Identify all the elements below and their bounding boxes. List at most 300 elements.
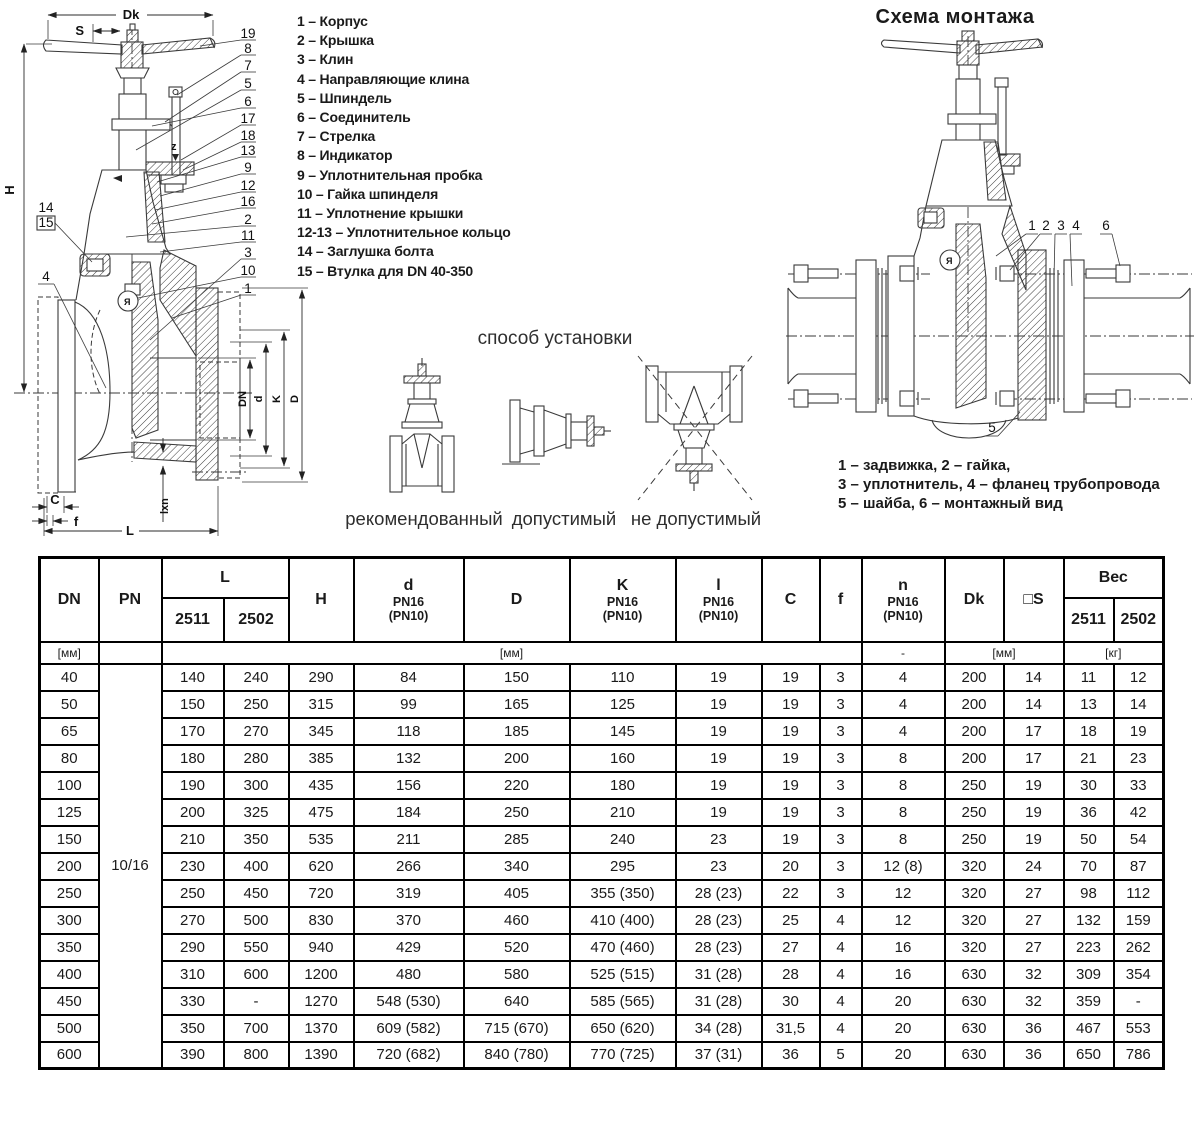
part-item: 2 – Крышка bbox=[297, 32, 374, 49]
table-row bbox=[40, 691, 1164, 718]
units-weight: [кг] bbox=[1064, 642, 1164, 664]
table-cell: 359 bbox=[1064, 988, 1114, 1015]
table-cell: 12 bbox=[1114, 664, 1164, 691]
table-cell: 180 bbox=[162, 745, 224, 772]
col-header-c: C bbox=[762, 558, 820, 642]
table-cell: 786 bbox=[1114, 1042, 1164, 1069]
table-cell: 3 bbox=[820, 772, 862, 799]
table-cell: 36 bbox=[1064, 799, 1114, 826]
table-row bbox=[40, 961, 1164, 988]
table-cell: 580 bbox=[464, 961, 570, 988]
table-cell: 19 bbox=[762, 718, 820, 745]
table-cell: 36 bbox=[1004, 1042, 1064, 1069]
montage-drawing bbox=[780, 28, 1200, 450]
table-cell: 210 bbox=[162, 826, 224, 853]
table-row bbox=[40, 826, 1164, 853]
table-cell: 355 (350) bbox=[570, 880, 676, 907]
units-dn: [мм] bbox=[40, 642, 99, 664]
table-cell: 20 bbox=[862, 1042, 945, 1069]
table-cell: 34 (28) bbox=[676, 1015, 762, 1042]
table-cell: 200 bbox=[945, 745, 1004, 772]
col-header-l-2511: 2511 bbox=[162, 598, 224, 642]
table-cell: 19 bbox=[1004, 799, 1064, 826]
col-header-d-pn16: PN16 bbox=[392, 594, 425, 609]
table-cell: 940 bbox=[289, 934, 354, 961]
valve-body bbox=[38, 250, 248, 493]
part-item: 5 – Шпиндель bbox=[297, 89, 392, 106]
table-cell: 295 bbox=[570, 853, 676, 880]
table-cell: 125 bbox=[40, 799, 99, 826]
table-cell: 98 bbox=[1064, 880, 1114, 907]
table-cell: 14 bbox=[1004, 691, 1064, 718]
table-cell: 609 (582) bbox=[354, 1015, 464, 1042]
handwheel bbox=[44, 24, 215, 78]
table-cell: 14 bbox=[1004, 664, 1064, 691]
callout-number-14: 14 bbox=[38, 200, 54, 215]
dim-k-label: K bbox=[271, 395, 283, 403]
table-cell: 385 bbox=[289, 745, 354, 772]
table-cell: 535 bbox=[289, 826, 354, 853]
table-cell: 250 bbox=[162, 880, 224, 907]
callout-number: 3 bbox=[244, 245, 252, 260]
table-cell: 14 bbox=[1114, 691, 1164, 718]
table-cell: 460 bbox=[464, 907, 570, 934]
part-item: 12-13 – Уплотнительное кольцо bbox=[297, 224, 511, 241]
col-header-dk: Dk bbox=[945, 558, 1004, 642]
table-cell: 8 bbox=[862, 745, 945, 772]
montage-logo-glyph: Я bbox=[946, 256, 953, 266]
table-cell: 548 (530) bbox=[354, 988, 464, 1015]
dim-dn-label: DN bbox=[237, 391, 249, 407]
table-cell: 16 bbox=[862, 961, 945, 988]
pn-merged-cell: 10/16 bbox=[99, 664, 162, 1069]
table-cell: 475 bbox=[289, 799, 354, 826]
table-cell: 500 bbox=[40, 1015, 99, 1042]
table-cell: 320 bbox=[945, 907, 1004, 934]
table-cell: 40 bbox=[40, 664, 99, 691]
installation-label-not-allowed: не допустимый bbox=[630, 508, 762, 529]
installation-methods bbox=[340, 326, 770, 538]
table-cell: 190 bbox=[162, 772, 224, 799]
table-cell: 210 bbox=[570, 799, 676, 826]
table-cell: 28 bbox=[762, 961, 820, 988]
table-cell: 250 bbox=[945, 826, 1004, 853]
table-row bbox=[40, 988, 1164, 1015]
table-cell: 8 bbox=[862, 799, 945, 826]
table-cell: 84 bbox=[354, 664, 464, 691]
part-item: 6 – Соединитель bbox=[297, 109, 411, 126]
col-header-s: □S bbox=[1004, 558, 1064, 642]
table-cell: 23 bbox=[1114, 745, 1164, 772]
table-cell: 585 (565) bbox=[570, 988, 676, 1015]
table-cell: 17 bbox=[1004, 745, 1064, 772]
table-cell: 200 bbox=[945, 691, 1004, 718]
table-cell: 220 bbox=[464, 772, 570, 799]
dimension-table bbox=[38, 556, 1165, 1070]
table-cell: 223 bbox=[1064, 934, 1114, 961]
col-header-weight: Вес bbox=[1064, 558, 1164, 598]
installation-title: способ установки bbox=[477, 328, 633, 349]
montage-title: Схема монтажа bbox=[875, 6, 1035, 28]
table-cell: 280 bbox=[224, 745, 289, 772]
table-cell: 3 bbox=[820, 880, 862, 907]
table-cell: 31 (28) bbox=[676, 988, 762, 1015]
table-cell: 309 bbox=[1064, 961, 1114, 988]
table-cell: 262 bbox=[1114, 934, 1164, 961]
col-header-smalll bbox=[676, 558, 762, 642]
table-cell: 250 bbox=[945, 772, 1004, 799]
table-cell: 160 bbox=[570, 745, 676, 772]
table-cell: 1370 bbox=[289, 1015, 354, 1042]
table-cell: 200 bbox=[945, 664, 1004, 691]
montage-valve bbox=[882, 31, 1047, 438]
table-cell: 800 bbox=[224, 1042, 289, 1069]
dim-c-label: C bbox=[50, 492, 60, 507]
table-row bbox=[40, 1015, 1164, 1042]
montage-callout-3: 3 bbox=[1057, 218, 1065, 233]
table-row bbox=[40, 799, 1164, 826]
col-header-pn: PN bbox=[99, 558, 162, 642]
table-cell: 200 bbox=[464, 745, 570, 772]
table-cell: 3 bbox=[820, 826, 862, 853]
table-row bbox=[40, 853, 1164, 880]
table-cell: 600 bbox=[40, 1042, 99, 1069]
table-cell: 330 bbox=[162, 988, 224, 1015]
callout-number: 6 bbox=[244, 94, 252, 109]
valve-horizontal-icon bbox=[502, 400, 611, 464]
table-cell: 1390 bbox=[289, 1042, 354, 1069]
table-cell: 28 (23) bbox=[676, 907, 762, 934]
table-cell: 400 bbox=[224, 853, 289, 880]
table-cell: 11 bbox=[1064, 664, 1114, 691]
part-item: 8 – Индикатор bbox=[297, 147, 393, 164]
table-cell: 230 bbox=[162, 853, 224, 880]
table-cell: 354 bbox=[1114, 961, 1164, 988]
col-header-w-2502: 2502 bbox=[1114, 598, 1164, 642]
table-cell: 19 bbox=[676, 745, 762, 772]
table-cell: 266 bbox=[354, 853, 464, 880]
table-cell: 13 bbox=[1064, 691, 1114, 718]
table-cell: 165 bbox=[464, 691, 570, 718]
col-header-h: H bbox=[289, 558, 354, 642]
table-cell: 620 bbox=[289, 853, 354, 880]
table-cell: 32 bbox=[1004, 988, 1064, 1015]
table-cell: 3 bbox=[820, 718, 862, 745]
table-cell: 180 bbox=[570, 772, 676, 799]
col-header-d bbox=[354, 558, 464, 642]
table-cell: 840 (780) bbox=[464, 1042, 570, 1069]
table-cell: 19 bbox=[676, 718, 762, 745]
table-cell: 405 bbox=[464, 880, 570, 907]
table-row bbox=[40, 934, 1164, 961]
table-cell: 470 (460) bbox=[570, 934, 676, 961]
table-cell: 200 bbox=[40, 853, 99, 880]
col-header-d-pn10: (PN10) bbox=[388, 608, 429, 623]
table-cell: 320 bbox=[945, 934, 1004, 961]
table-cell: 25 bbox=[762, 907, 820, 934]
table-cell: 42 bbox=[1114, 799, 1164, 826]
table-cell: 12 bbox=[862, 907, 945, 934]
callout-number: 5 bbox=[244, 76, 252, 91]
table-cell: 20 bbox=[862, 988, 945, 1015]
logo-glyph: Я bbox=[124, 297, 131, 307]
table-cell: 50 bbox=[1064, 826, 1114, 853]
table-cell: 720 bbox=[289, 880, 354, 907]
table-cell: 112 bbox=[1114, 880, 1164, 907]
callout-number: 19 bbox=[240, 26, 256, 41]
table-cell: 270 bbox=[162, 907, 224, 934]
table-cell: 24 bbox=[1004, 853, 1064, 880]
callout-number-15: 15 bbox=[38, 215, 54, 230]
table-cell: 80 bbox=[40, 745, 99, 772]
table-cell: 19 bbox=[762, 691, 820, 718]
table-cell: 33 bbox=[1114, 772, 1164, 799]
table-row bbox=[40, 1042, 1164, 1069]
table-cell: 184 bbox=[354, 799, 464, 826]
parts-list bbox=[297, 12, 587, 281]
dim-bigd-label: D bbox=[289, 395, 301, 403]
table-cell: 31 (28) bbox=[676, 961, 762, 988]
dim-f-label: f bbox=[73, 514, 79, 529]
table-cell: 1200 bbox=[289, 961, 354, 988]
table-cell: 300 bbox=[40, 907, 99, 934]
montage-callout-2: 2 bbox=[1042, 218, 1050, 233]
col-header-d-main: d bbox=[403, 576, 414, 594]
table-cell: 3 bbox=[820, 799, 862, 826]
callout-number: 7 bbox=[244, 58, 252, 73]
table-cell: 170 bbox=[162, 718, 224, 745]
table-cell: 19 bbox=[676, 799, 762, 826]
table-cell: 19 bbox=[676, 664, 762, 691]
table-cell: 240 bbox=[570, 826, 676, 853]
dimension-table-wrap bbox=[38, 556, 1162, 1070]
table-cell: 110 bbox=[570, 664, 676, 691]
dim-h-label: H bbox=[2, 185, 17, 195]
table-cell: 320 bbox=[945, 880, 1004, 907]
table-cell: 550 bbox=[224, 934, 289, 961]
col-header-bigd: D bbox=[464, 558, 570, 642]
table-cell: 630 bbox=[945, 961, 1004, 988]
table-cell: 270 bbox=[224, 718, 289, 745]
table-cell: 1270 bbox=[289, 988, 354, 1015]
montage-centerlines bbox=[786, 36, 1194, 399]
dim-d-label: d bbox=[253, 395, 265, 403]
table-cell: 8 bbox=[862, 826, 945, 853]
table-cell: 315 bbox=[289, 691, 354, 718]
table-cell: 4 bbox=[820, 907, 862, 934]
table-cell: 467 bbox=[1064, 1015, 1114, 1042]
table-cell: 410 (400) bbox=[570, 907, 676, 934]
montage-callout-6: 6 bbox=[1102, 218, 1110, 233]
table-cell: 140 bbox=[162, 664, 224, 691]
table-cell: 19 bbox=[762, 799, 820, 826]
table-cell: 23 bbox=[676, 826, 762, 853]
table-cell: 4 bbox=[820, 988, 862, 1015]
table-cell: 400 bbox=[40, 961, 99, 988]
table-cell: 520 bbox=[464, 934, 570, 961]
table-cell: 5 bbox=[820, 1042, 862, 1069]
callout-number: 2 bbox=[244, 212, 252, 227]
table-cell: 3 bbox=[820, 664, 862, 691]
callout-number: 18 bbox=[240, 128, 256, 143]
table-cell: 3 bbox=[820, 745, 862, 772]
table-cell: 70 bbox=[1064, 853, 1114, 880]
table-cell: 290 bbox=[162, 934, 224, 961]
table-cell: 30 bbox=[1064, 772, 1114, 799]
units-mm-span: [мм] bbox=[162, 642, 862, 664]
table-cell: 720 (682) bbox=[354, 1042, 464, 1069]
table-cell: 99 bbox=[354, 691, 464, 718]
table-cell: 350 bbox=[40, 934, 99, 961]
table-cell: 27 bbox=[1004, 934, 1064, 961]
table-row bbox=[40, 907, 1164, 934]
table-cell: 37 (31) bbox=[676, 1042, 762, 1069]
part-item: 11 – Уплотнение крышки bbox=[297, 205, 464, 222]
col-header-l-main: l bbox=[716, 576, 721, 594]
table-cell: 350 bbox=[224, 826, 289, 853]
callout-number: 12 bbox=[240, 178, 256, 193]
part-item: 15 – Втулка для DN 40-350 bbox=[297, 262, 473, 279]
table-cell: 4 bbox=[820, 961, 862, 988]
table-cell: 4 bbox=[862, 691, 945, 718]
table-cell: 125 bbox=[570, 691, 676, 718]
table-cell: 450 bbox=[224, 880, 289, 907]
bonnet bbox=[84, 170, 170, 254]
table-cell: 21 bbox=[1064, 745, 1114, 772]
table-cell: 429 bbox=[354, 934, 464, 961]
table-cell: 20 bbox=[762, 853, 820, 880]
col-header-n-main: n bbox=[898, 576, 908, 594]
table-cell: 200 bbox=[945, 718, 1004, 745]
col-header-l: L bbox=[162, 558, 289, 598]
table-row bbox=[40, 718, 1164, 745]
table-cell: 27 bbox=[1004, 907, 1064, 934]
table-cell: 31,5 bbox=[762, 1015, 820, 1042]
table-cell: 20 bbox=[862, 1015, 945, 1042]
table-cell: 118 bbox=[354, 718, 464, 745]
table-cell: 19 bbox=[1004, 772, 1064, 799]
units-pn bbox=[99, 642, 162, 664]
table-cell: 600 bbox=[224, 961, 289, 988]
col-header-f: f bbox=[820, 558, 862, 642]
dim-l-label: L bbox=[126, 523, 134, 538]
col-header-w-2511: 2511 bbox=[1064, 598, 1114, 642]
col-header-k bbox=[570, 558, 676, 642]
table-cell: 350 bbox=[162, 1015, 224, 1042]
callout-number: 11 bbox=[240, 228, 256, 243]
table-cell: 36 bbox=[1004, 1015, 1064, 1042]
table-row bbox=[40, 772, 1164, 799]
table-cell: 480 bbox=[354, 961, 464, 988]
col-header-l-2502: 2502 bbox=[224, 598, 289, 642]
table-cell: 19 bbox=[1114, 718, 1164, 745]
table-cell: 32 bbox=[1004, 961, 1064, 988]
table-body bbox=[40, 664, 1164, 1069]
col-header-k-pn10: (PN10) bbox=[602, 608, 643, 623]
table-cell: 630 bbox=[945, 988, 1004, 1015]
callout-number: 8 bbox=[244, 41, 252, 56]
table-cell: 156 bbox=[354, 772, 464, 799]
installation-label-allowed: допустимый bbox=[511, 508, 617, 529]
table-cell: 345 bbox=[289, 718, 354, 745]
montage-callout-5: 5 bbox=[988, 420, 996, 435]
table-cell: 211 bbox=[354, 826, 464, 853]
table-cell: 250 bbox=[945, 799, 1004, 826]
part-item: 3 – Клин bbox=[297, 51, 354, 68]
callout-number: 10 bbox=[240, 263, 256, 278]
part-item: 9 – Уплотнительная пробка bbox=[297, 166, 483, 183]
table-cell: 145 bbox=[570, 718, 676, 745]
table-cell: 310 bbox=[162, 961, 224, 988]
table-cell: 36 bbox=[762, 1042, 820, 1069]
table-cell: 150 bbox=[162, 691, 224, 718]
table-cell: 4 bbox=[862, 664, 945, 691]
table-cell: 87 bbox=[1114, 853, 1164, 880]
table-cell: 525 (515) bbox=[570, 961, 676, 988]
table-cell: 4 bbox=[820, 934, 862, 961]
callout-number: 9 bbox=[244, 160, 252, 175]
table-cell: - bbox=[224, 988, 289, 1015]
montage-callout-4: 4 bbox=[1072, 218, 1080, 233]
dim-z-label: z bbox=[171, 141, 177, 153]
table-cell: 390 bbox=[162, 1042, 224, 1069]
table-cell: 450 bbox=[40, 988, 99, 1015]
callout-number: 17 bbox=[240, 111, 256, 126]
montage-legend bbox=[838, 456, 1160, 513]
table-cell: 19 bbox=[676, 772, 762, 799]
dim-dk-label: Dk bbox=[122, 7, 140, 22]
table-cell: 640 bbox=[464, 988, 570, 1015]
col-header-l-pn10: (PN10) bbox=[698, 608, 739, 623]
units-row bbox=[40, 642, 1164, 664]
table-cell: 150 bbox=[40, 826, 99, 853]
callout-number-4: 4 bbox=[42, 269, 50, 284]
table-cell: 770 (725) bbox=[570, 1042, 676, 1069]
dim-lxn-label: lxn bbox=[159, 498, 171, 514]
table-cell: 19 bbox=[762, 745, 820, 772]
table-cell: 23 bbox=[676, 853, 762, 880]
table-cell: 3 bbox=[820, 691, 862, 718]
montage-legend-line: 5 – шайба, 6 – монтажный вид bbox=[838, 495, 1063, 512]
part-item: 7 – Стрелка bbox=[297, 128, 376, 145]
callout-number: 1 bbox=[244, 281, 252, 296]
table-cell: 65 bbox=[40, 718, 99, 745]
table-cell: 50 bbox=[40, 691, 99, 718]
table-cell: 630 bbox=[945, 1015, 1004, 1042]
table-cell: 340 bbox=[464, 853, 570, 880]
table-cell: 320 bbox=[945, 853, 1004, 880]
table-cell: 100 bbox=[40, 772, 99, 799]
table-cell: 19 bbox=[762, 664, 820, 691]
table-cell: 30 bbox=[762, 988, 820, 1015]
table-cell: 700 bbox=[224, 1015, 289, 1042]
table-cell: 435 bbox=[289, 772, 354, 799]
table-cell: 630 bbox=[945, 1042, 1004, 1069]
part-item: 14 – Заглушка болта bbox=[297, 243, 434, 260]
table-cell: 185 bbox=[464, 718, 570, 745]
table-cell: 200 bbox=[162, 799, 224, 826]
table-cell: 250 bbox=[464, 799, 570, 826]
table-row bbox=[40, 664, 1164, 691]
table-cell: 159 bbox=[1114, 907, 1164, 934]
col-header-k-main: K bbox=[616, 576, 629, 594]
table-cell: 250 bbox=[40, 880, 99, 907]
montage-legend-line: 3 – уплотнитель, 4 – фланец трубопровода bbox=[838, 476, 1160, 493]
col-header-n-pn16: PN16 bbox=[887, 594, 919, 609]
part-item: 10 – Гайка шпинделя bbox=[297, 185, 439, 202]
table-cell: 650 (620) bbox=[570, 1015, 676, 1042]
callout-number: 16 bbox=[240, 194, 256, 209]
